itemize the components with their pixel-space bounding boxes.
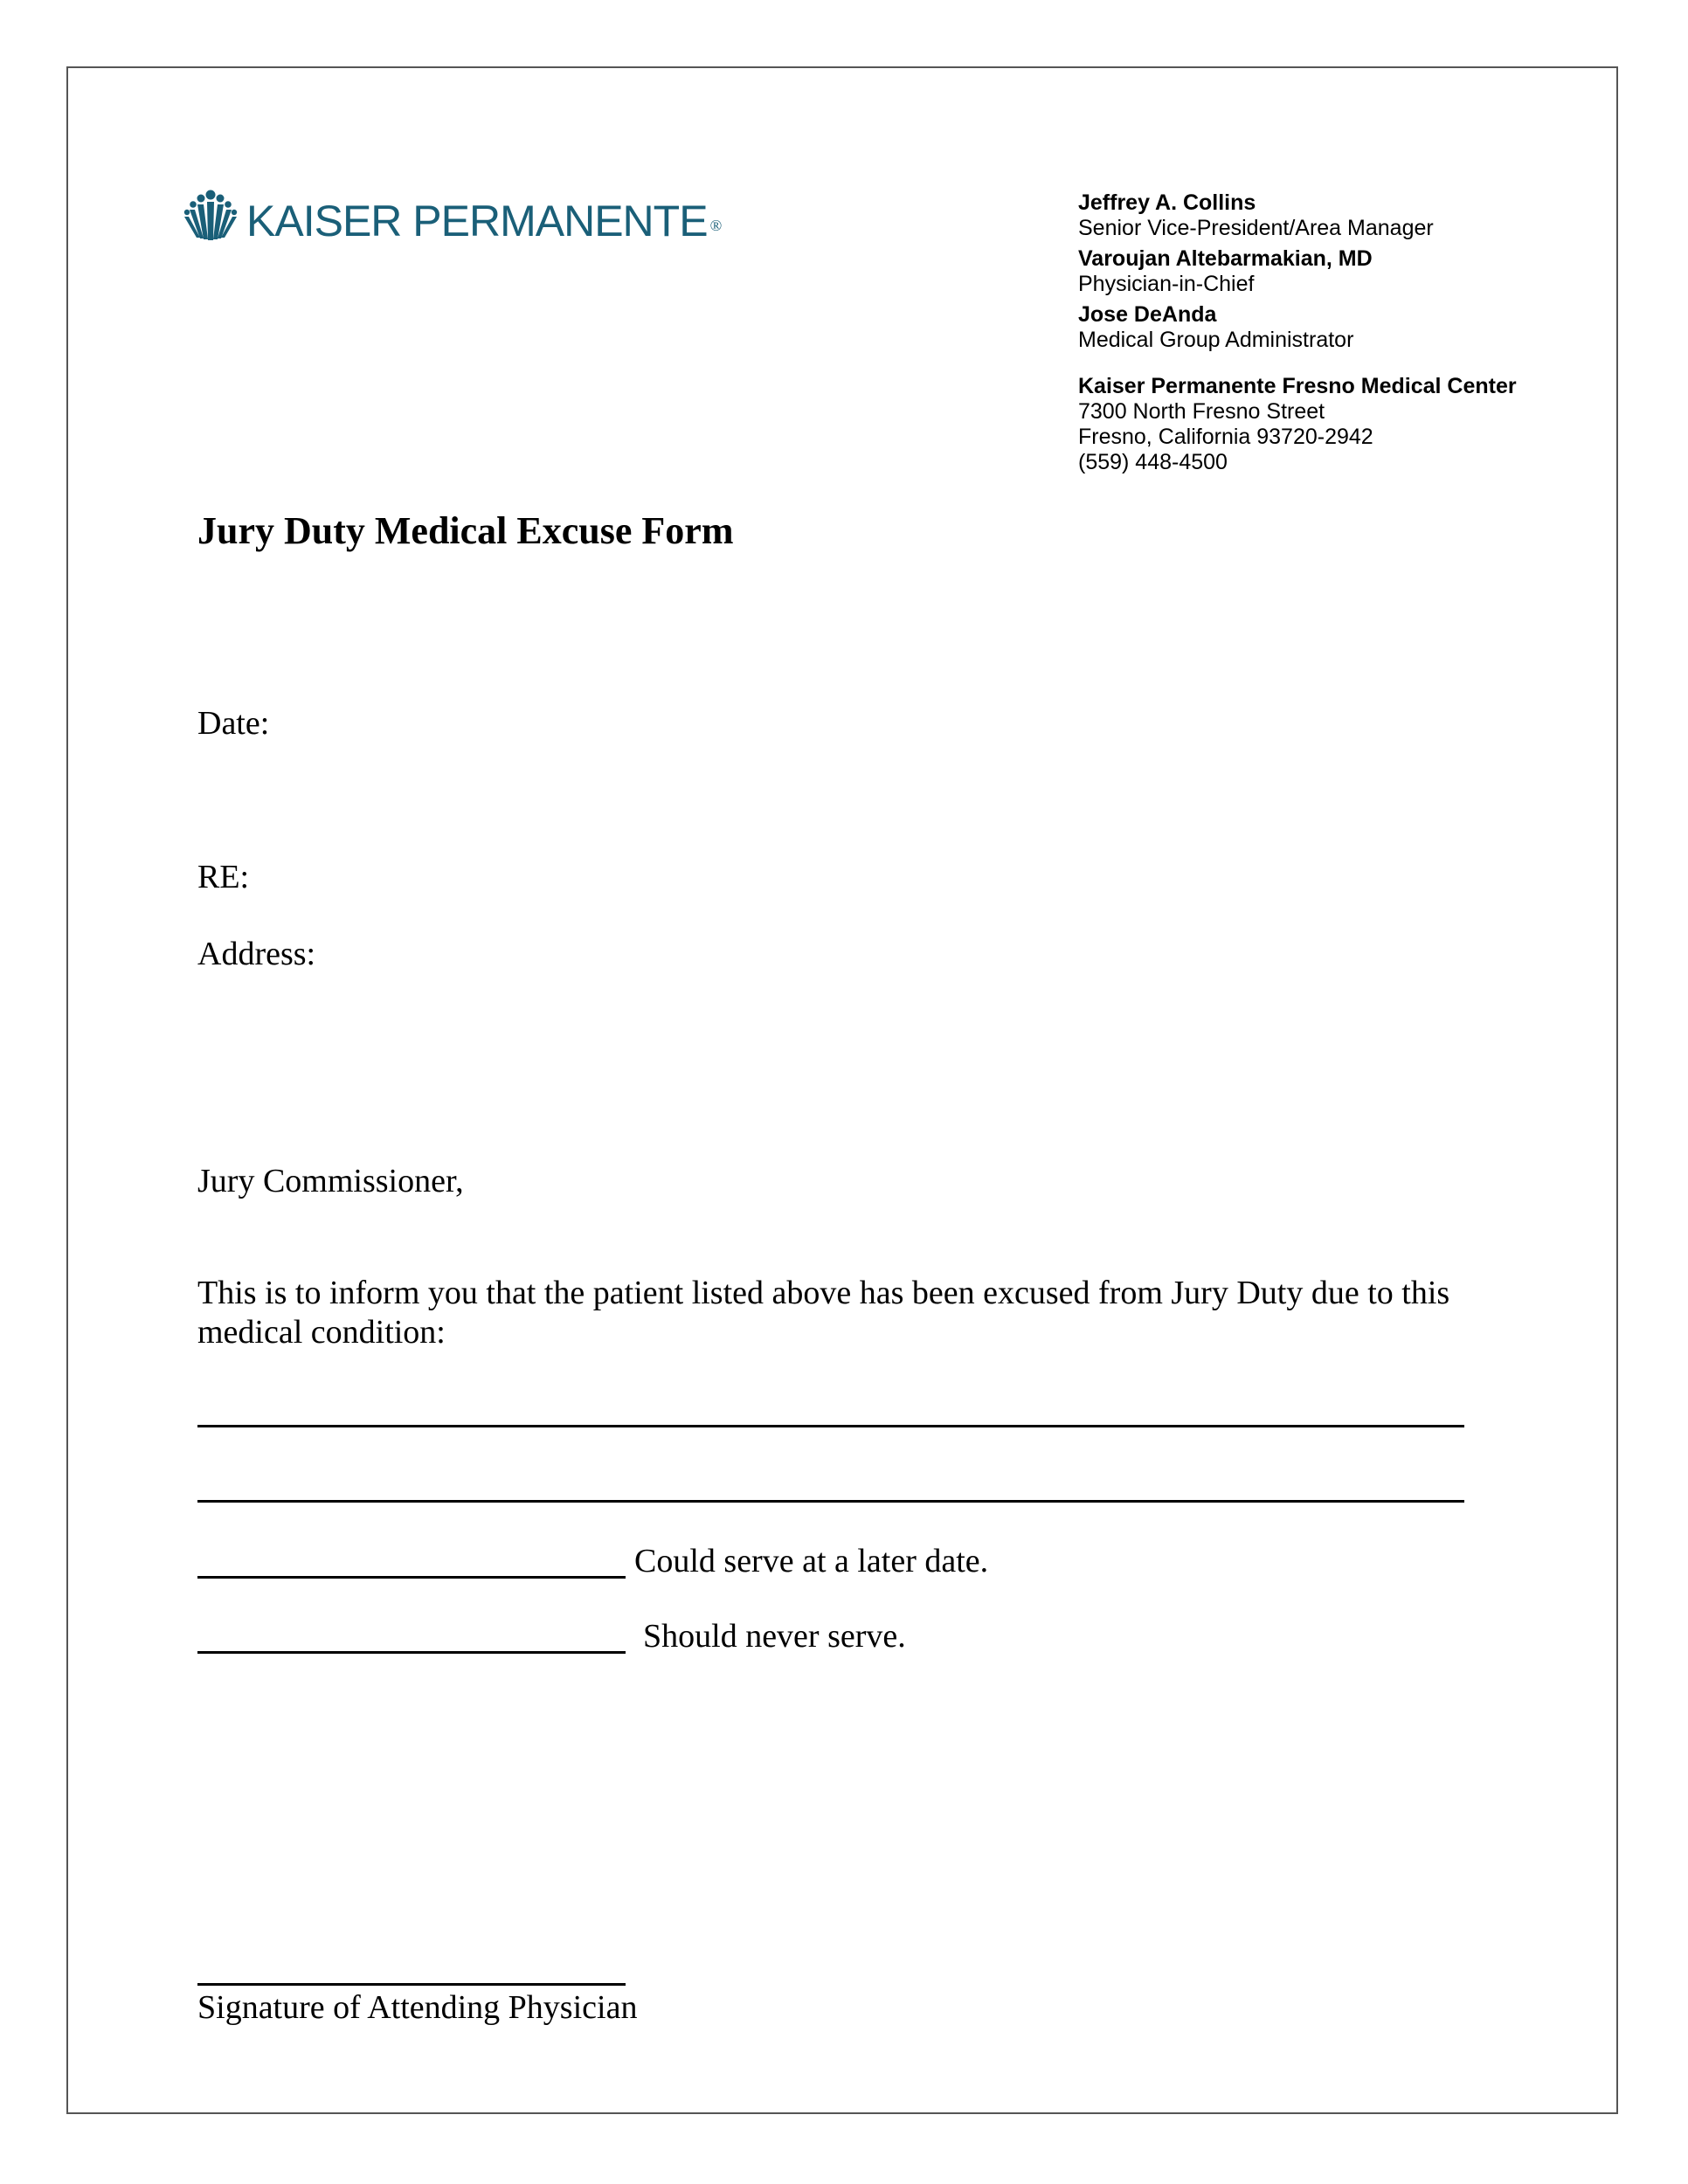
option-later-row	[197, 1541, 988, 1579]
letterhead	[1078, 190, 1567, 475]
facility-phone: (559) 448-4500	[1078, 450, 1228, 474]
officer-name: Varoujan Altebarmakian, MD	[1078, 246, 1373, 271]
body-paragraph	[197, 1274, 1491, 1352]
registered-mark: ®	[709, 216, 723, 234]
signature-line[interactable]	[197, 1983, 626, 1986]
condition-line[interactable]	[197, 1425, 1464, 1427]
body-line: This is to inform you that the patient listed above has been excused from Jury Duty due to this	[197, 1275, 1450, 1311]
option-later-label: Could serve at a later date.	[634, 1543, 989, 1579]
logo-text: KAISER PERMANENTE	[246, 197, 708, 245]
form-title: Jury Duty Medical Excuse Form	[197, 509, 734, 552]
signature-label: Signature of Attending Physician	[197, 1989, 638, 2026]
salutation: Jury Commissioner,	[197, 1163, 464, 1199]
option-later-blank[interactable]	[197, 1541, 626, 1579]
condition-line[interactable]	[197, 1500, 1464, 1503]
option-never-row	[197, 1616, 906, 1654]
facility-name: Kaiser Permanente Fresno Medical Center	[1078, 374, 1517, 398]
date-label: Date:	[197, 705, 270, 742]
officer-name: Jose DeAnda	[1078, 302, 1217, 327]
officer-title: Senior Vice-President/Area Manager	[1078, 216, 1434, 240]
officer-title: Medical Group Administrator	[1078, 328, 1354, 352]
body-line: medical condition:	[197, 1314, 446, 1351]
re-label: RE:	[197, 859, 250, 895]
logo-people-icon	[183, 188, 238, 249]
address-label: Address:	[197, 936, 316, 972]
kaiser-permanente-logo	[183, 183, 722, 253]
officer-title: Physician-in-Chief	[1078, 272, 1255, 296]
facility-street: 7300 North Fresno Street	[1078, 399, 1325, 424]
facility-city: Fresno, California 93720-2942	[1078, 425, 1373, 449]
option-never-label: Should never serve.	[643, 1618, 906, 1655]
officer-name: Jeffrey A. Collins	[1078, 190, 1256, 215]
option-never-blank[interactable]	[197, 1616, 626, 1654]
